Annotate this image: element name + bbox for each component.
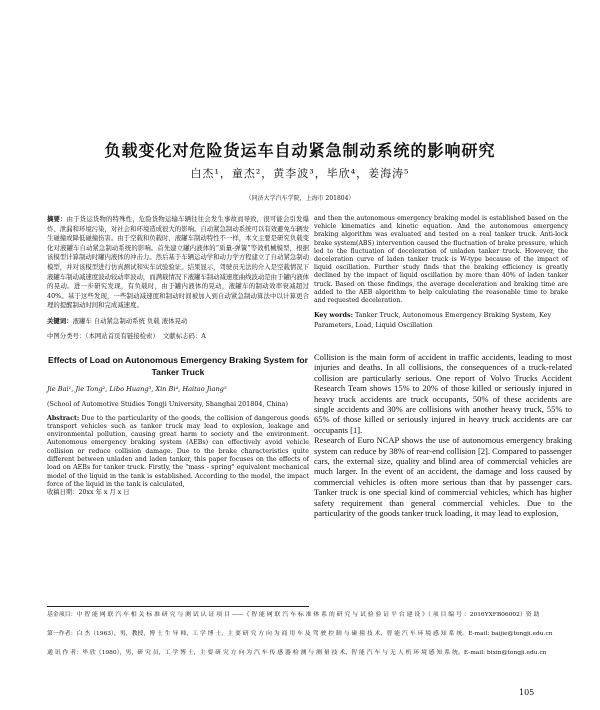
classification-cn <box>47 331 309 341</box>
keywords-cn-label: 关键词： <box>47 316 73 325</box>
doc-label: 文献标志码： <box>162 331 202 340</box>
doc-value: A <box>201 331 206 340</box>
footnote-corresponding-author: 通 讯 作 者：毕 欣（1980），男，研 究 员，工 学 博 士，主 要 研 究 方 向 为 汽 车 传 感 器 检 测 与 测 量 技 术、智 能 汽 车 与 无 人 机 环 境 感 知 系 统。E-mail: bixin@tongji.edu.cn <box>47 650 547 656</box>
paper-title-cn: 负载变化对危险货运车自动紧急制动系统的影响研究 <box>104 141 496 160</box>
authors-en: Jie Bai¹, Jie Tong², Libo Huang³, Xin Bi⁴, Haitao Jiang⁵ <box>47 384 227 393</box>
footnote-funding: 基金项目：中 智 能 网 联 汽 车 相 关 标 准 研 究 与 测 试 认 证 项 目 ——《 智 能 网 联 汽 车 标 准 体 系 的 研 究 与 试 验 验 证 平 台 建 设 》（ 项 目 编 号 ：2016YXFB06002）资 助 <box>47 612 540 618</box>
keywords-cn <box>47 316 309 326</box>
authors-cn: 白杰¹，童杰²，黄李波³，毕欣⁴，姜海涛⁵ <box>190 167 410 180</box>
affiliation-en: (School of Automotive Studies Tongji University, Shanghai 201804, China) <box>47 399 288 408</box>
abstract-en-text-left: Due to the particularity of the goods, the collision of dangerous goods transport vehicles such as tanker truck may lead to explosion, leakage and environmental pollution, causing great harm to society and the environment. Autonomous emergency braking system (AEBs) can effectively avoid vehicle collision or reduce collision damage. Due to the brake characteristics quite different between unladen and laden tanker, this paper focuses on the effects of load on AEBs for tanker truck. Firstly, the "mass - spring" equivalent mechanical model of the liquid in the tank is established. According to the model, the impact force of the liquid in the tank is calculated, <box>47 414 309 488</box>
clc-value: （本网站首页有链接检索） <box>85 331 159 340</box>
clc-label: 中图分类号： <box>47 331 86 340</box>
affiliation-cn: （同济大学汽车学院，上海市 201804） <box>245 195 355 202</box>
abstract-en-label: Abstract: <box>47 414 80 422</box>
page-number: 105 <box>519 688 535 697</box>
keywords-en-text: Tanker Truck, Autonomous Emergency Braking System, Key Parameters, Load, Liquid Oscillation <box>314 311 552 330</box>
paper-title-en: Effects of Load on Autonomous Emergency Braking System for Tanker Truck <box>48 354 308 377</box>
footnotes <box>47 611 577 668</box>
introduction-body <box>314 352 572 519</box>
footnote-divider <box>47 606 309 607</box>
abstract-cn-label: 摘要： <box>47 215 67 223</box>
abstract-cn-text: 由于货运货物的特殊性，危险货物运输车辆往往会发生事故而导致，很可能会引发爆炸、泄漏和环境污染，对社会和环境造成很大的影响。自动紧急制动系统可以有效避免车辆发生碰撞或降低碰撞伤害。由于空载和负载时，液罐车制动特性不一样，本文主要是研究负载变化对液罐车自动紧急制动系统的影响。首先建立罐内液体的“质量-弹簧”等效机械模型，根据该模型计算制动时罐内液体的冲击力。然后基于车辆运动学和动力学方程建立了自动紧急制动模型，并对该模型进行仿真测试和实车试验验证。结果显示，驾驶员无法的介入是空载情况下液罐车制动减速度波动较动率波动，而满载情况下液罐车制动减速度曲线波动是由于罐内液体的晃动。进一步研究发现，有负载时，由于罐内液体的晃动，液罐车的制动效率衰减超过40%。基于这些发现，一些制动减速度和制动时间被加入到自动紧急制动算法中以计算更合理的提醒制动时间和完成减速度。 <box>47 215 310 310</box>
keywords-cn-text: 液罐车 自动紧急制动系统 负载 液体晃动 <box>72 316 188 325</box>
right-column-abstract <box>314 215 568 330</box>
footnote-first-author: 第一作者：白 杰（1963），男，教授，博 士 生 导 师，工 学 博 士，主 要 研 究 方 向 为 商 用 车 及 驾 驶 控 制 与 碰 撞 技 术，智 能 汽 车 环 境 感 知 系 统。E-mail: baijie@tongji.edu.cn <box>47 631 553 637</box>
abstract-en-right: and then the autonomous emergency braking model is established based on the vehicle kinematics and kinetic equation. And the autonomous emergency braking algorithm was evaluated and tested on a real tanker truck. Anti-lock brake system(ABS) intervention caused the fluctuation of brake pressure, which led to the fluctuation of deceleration of unladen tanker truck. However, the deceleration curve of laden tanker truck is W-type because of the impact of liquid oscillation. Further study finds that the braking efficiency is greatly declined by the impact of liquid oscillation by more than 40% of laden tanker truck. Based on these findings, the average deceleration and braking time are added to the AEB algorithm to help calculating the reasonable time to brake and requested deceleration. <box>314 215 568 305</box>
intro-paragraph: Collision is the main form of accident in traffic accidents, leading to most injuries and deaths. In all collisions, the consequences of a truck-related collision are particularly serious. One report of Volvo Trucks Accident Research Team shows 15% to 20% of those killed or seriously injured in heavy truck accidents are truck occupants, 50% of these accidents are single accidents and 30% are collisions with another heavy truck, 55% to 65% of those killed or seriously injured in heavy truck accidents are car occupants [1]. <box>314 352 572 435</box>
intro-paragraph: Research of Euro NCAP shows the use of autonomous emergency braking system can reduce by 38% of rear-end collision [2]. Compared to passenger cars, the external size, quality and blind area of commercial vehicles are much larger. In the event of an accident, the damage and loss caused by commercial vehicles is often more serious than that by passenger cars. Tanker truck is one special kind of commercial vehicles, which has higher safety requirement than general commercial vehicles. Due to the particularity of the goods tanker truck loading, it may lead to explosion, <box>314 435 572 519</box>
abstract-en-left <box>47 415 309 498</box>
left-column <box>47 215 309 498</box>
keywords-en-label: Key words: <box>314 311 353 320</box>
keywords-en <box>314 310 568 330</box>
abstract-cn <box>47 215 309 311</box>
received-date: 收稿日期：20xx 年 x 月 x 日 <box>47 489 130 497</box>
